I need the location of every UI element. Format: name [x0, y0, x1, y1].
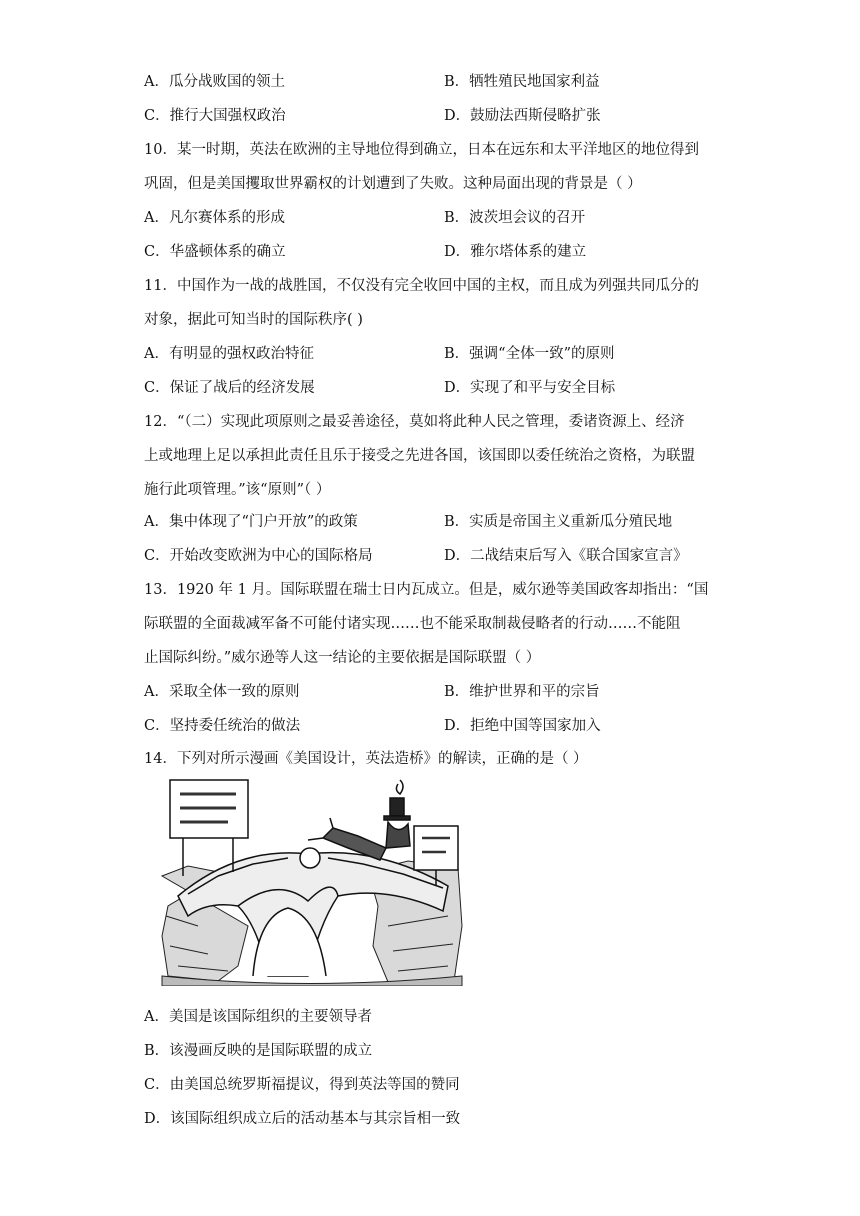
q13-stem-line-3: 止国际纠纷。”威尔逊等人这一结论的主要依据是国际联盟（ ）	[144, 650, 541, 666]
q10-option-c: C．华盛顿体系的确立	[144, 244, 286, 260]
cartoon-figure	[308, 780, 410, 860]
q13-option-d: D．拒绝中国等国家加入	[444, 718, 601, 734]
q12-option-a: A．集中体现了“门户开放”的政策	[144, 514, 358, 530]
q14-option-c: C．由美国总统罗斯福提议，得到英法等国的赞同	[144, 1077, 460, 1093]
q10-option-b: B．波茨坦会议的召开	[444, 210, 586, 226]
q13-stem-line-2: 际联盟的全面裁减军备不可能付诸实现……也不能采取制裁侵略者的行动……不能阻	[144, 616, 681, 632]
q12-stem-line-3: 施行此项管理。”该“原则”（ ）	[144, 482, 331, 498]
q9-option-c: C．推行大国强权政治	[144, 108, 286, 124]
q9-option-a: A．瓜分战败国的领土	[144, 74, 285, 90]
q12-stem-line-1: 12．“（二）实现此项原则之最妥善途径，莫如将此种人民之管理，委诸资源上、经济	[144, 414, 685, 430]
q10-stem-line-2: 巩固，但是美国攫取世界霸权的计划遭到了失败。这种局面出现的背景是（ ）	[144, 176, 642, 192]
q11-stem-line-2: 对象，据此可知当时的国际秩序( )	[144, 312, 363, 328]
q12-stem-line-2: 上或地理上足以承担此责任且乐于接受之先进各国，该国即以委任统治之资格，为联盟	[144, 448, 695, 464]
q10-option-a: A．凡尔赛体系的形成	[144, 210, 285, 226]
q13-option-a: A．采取全体一致的原则	[144, 684, 300, 700]
q9-option-d: D．鼓励法西斯侵略扩张	[444, 108, 601, 124]
bridge-cartoon-image	[158, 776, 464, 986]
q11-option-a: A．有明显的强权政治特征	[144, 346, 314, 362]
q14-option-a: A．美国是该国际组织的主要领导者	[144, 1009, 372, 1025]
q11-option-d: D．实现了和平与安全目标	[444, 380, 616, 396]
q11-option-c: C．保证了战后的经济发展	[144, 380, 315, 396]
q12-option-c: C．开始改变欧洲为中心的国际格局	[144, 548, 373, 564]
q14-option-d: D．该国际组织成立后的活动基本与其宗旨相一致	[144, 1111, 461, 1127]
q11-option-b: B．强调“全体一致”的原则	[444, 346, 615, 362]
q10-stem-line-1: 10．某一时期，英法在欧洲的主导地位得到确立，日本在远东和太平洋地区的地位得到	[144, 142, 699, 158]
q13-option-b: B．维护世界和平的宗旨	[444, 684, 600, 700]
q12-option-b: B．实质是帝国主义重新瓜分殖民地	[444, 514, 673, 530]
q11-stem-line-1: 11．中国作为一战的战胜国，不仅没有完全收回中国的主权，而且成为列强共同瓜分的	[144, 278, 699, 294]
q14-stem: 14．下列对所示漫画《美国设计，英法造桥》的解读，正确的是（ ）	[144, 751, 588, 767]
q13-option-c: C．坚持委任统治的做法	[144, 718, 301, 734]
q12-option-d: D．二战结束后写入《联合国家宣言》	[444, 548, 688, 564]
q14-option-b: B．该漫画反映的是国际联盟的成立	[144, 1043, 373, 1059]
q13-stem-line-1: 13．1920 年 1 月。国际联盟在瑞士日内瓦成立。但是，威尔逊等美国政客却指出：“国	[144, 582, 709, 598]
q9-option-b: B．牺牲殖民地国家利益	[444, 74, 600, 90]
q10-option-d: D．雅尔塔体系的建立	[444, 244, 587, 260]
